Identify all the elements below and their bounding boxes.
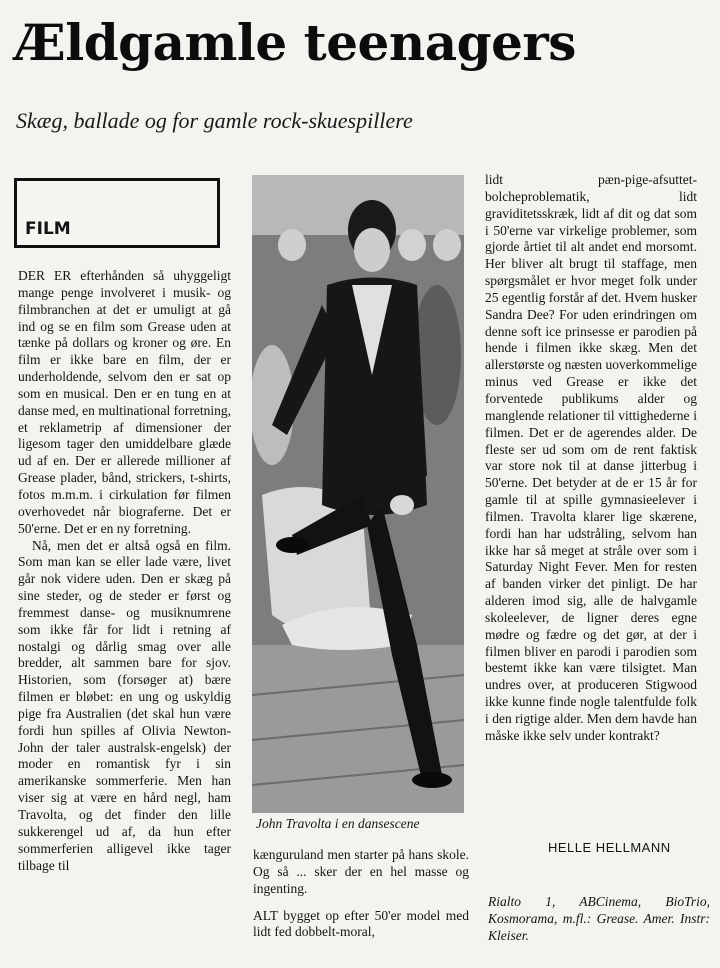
section-label: FILM (25, 219, 71, 239)
subheadline: Skæg, ballade og for gamle rock-skuespillere (16, 108, 413, 133)
column1-paragraph-2: Nå, men det er altså også en film. Som man kan se eller lade være, livet går nok videre uden. Den er skæg på sine steder, og de steder er først og fremmest danse- og musiknumrene som ikke får for lidt i retning af nostalgi og dårlig smag over alle bredder, alt sammen bare for sjov. Historien, som (forsøger at) bære filmen er bløbet: en ung og uskyldig pige fra Australien (det skal hun være fordi hun spilles af Olivia Newton-John der taler australsk-engelsk) der moder en romantisk fyr i sin amerikanske sommerferie. Men han viser sig at være en hård negl, ham Travolta, og det finder den lille sukkerengel ud af, da hun efter sommerferien alligevel ikke tager tilbage til (18, 537, 231, 873)
section-box (14, 178, 220, 248)
screening-credits: Rialto 1, ABCinema, BioTrio, Kosmorama, m.fl.: Grease. Amer. Instr: Kleiser. (488, 894, 710, 943)
column2-paragraph-2: ALT bygget op efter 50'er model med lidt fed dobbelt-moral, (253, 907, 469, 940)
article-column-2 (253, 847, 469, 941)
dancer-photo (252, 175, 464, 813)
column2-paragraph-1: kænguruland men starter på hans skole. Og så ... sker der en hel masse og ingenting. (253, 847, 469, 896)
photo-caption: John Travolta i en dansescene (256, 816, 420, 831)
article-column-1 (18, 268, 231, 874)
byline: HELLE HELLMANN (548, 840, 671, 855)
column1-paragraph-1: DER ER efterhånden så uhyggeligt mange penge involveret i musik- og filmbranchen at det er umuligt at gå ind og se en film som Grease uden at tænke på dollars og kroner og øre. En film er ikke bare en film, der er underholdende, selvom den er sat op som en musical. Den er en tung en at danse med, en multinational forretning, et reklametrip af dimensioner der ligesom tager den umiddelbare glæde ud af en. Der er allerede millioner af Grease plader, bånd, strickers, t-shirts, fotos m.m.m. i cirkulation før filmen overhovedet når biograferne. Det er 50'erne. Det er en ny forretning. (18, 268, 231, 536)
column3-paragraph-1: lidt pæn-pige-afsuttet-bolcheproblematik, lidt graviditetsskræk, lidt af dit og dat som i 50'erne var virkelige problemer, som gjorde årtiet til alt andet end morsomt. Her bliver alt brugt til staffage, men spørgsmålet er hvor meget folk under 25 egentlig forstår af det. Hvem husker Sandra Dee? For uden erindringen om denne soft ice prinsesse er parodien på hende i filmen ikke skæg. Men det allerstørste og næsten uoverkommelige minus ved Grease er ikke det forventede publikums alder og manglende relationer til vittighederne i filmen. Det er de agerendes alder. De fleste ser ud som om de rent faktisk var store nok til at danse jitterbug i 50'erne. Det betyder at de er 15 år for gamle til at spille gymnasieelever i filmen. Travolta klarer lige skærene, fordi han har udstråling, selvom han ikke har så meget at stråle over som i Saturday Night Fever. Men for resten af banden virker det pinligt. De har alderen imod sig, alle de halvgamle skoleelever, de ligner deres egne mødre og fædre og det gør, at der i filmen bliver en parodi i parodien som bestemt ikke kan være tilsigtet. Man undres over, at produceren Stigwood ikke kunne finde nogle talentfulde folk i den rigtige alder. Men dem havde han måske ikke selv under kontrakt? (485, 172, 697, 743)
dancer-photo-icon (252, 175, 464, 813)
article-column-3 (485, 172, 697, 745)
headline: Ældgamle teenagers (14, 13, 576, 72)
